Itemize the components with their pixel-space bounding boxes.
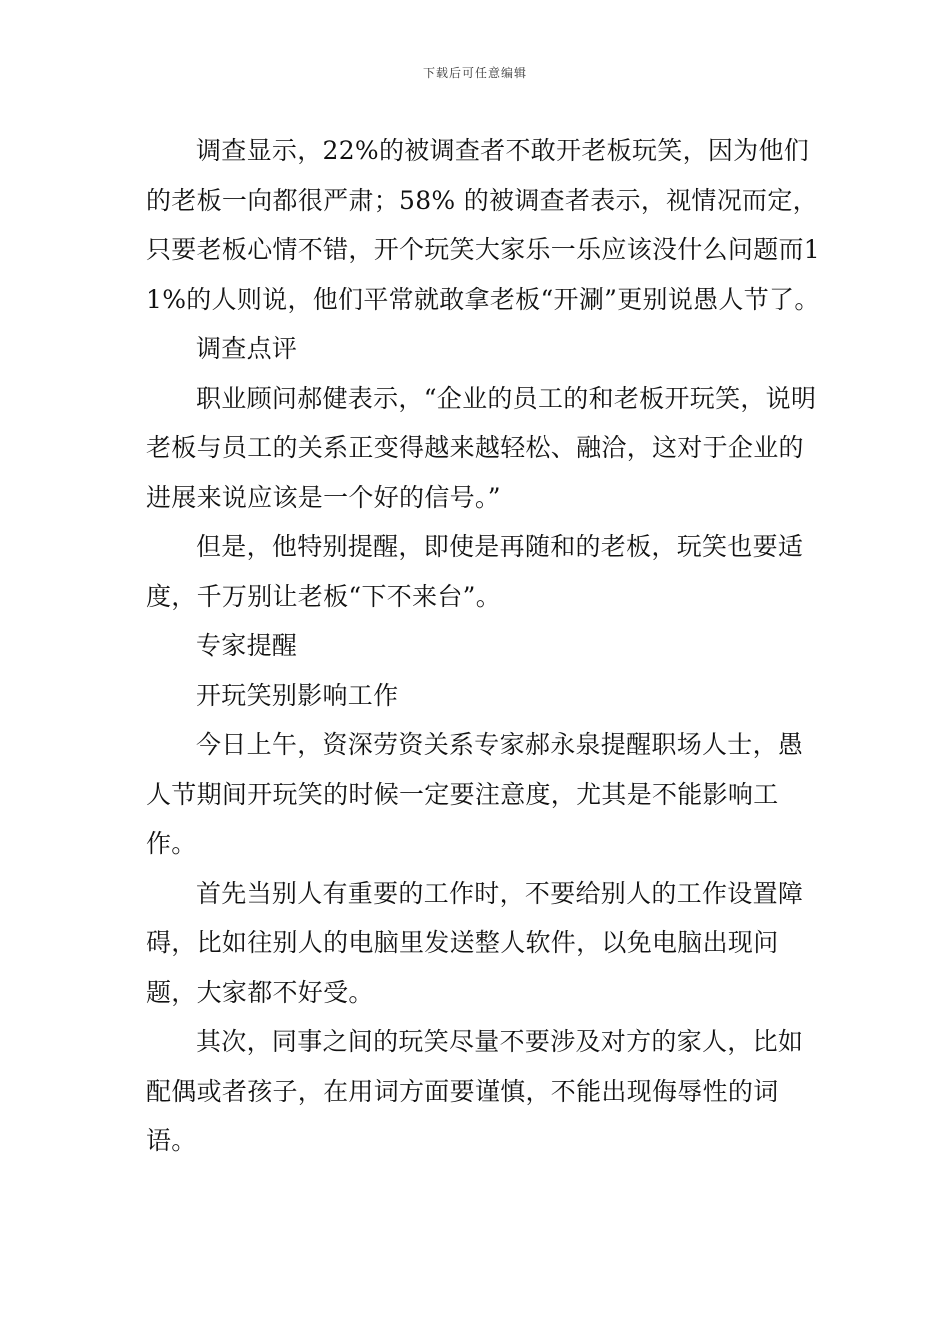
paragraph-expert-advice: 今日上午，资深劳资关系专家郝永泉提醒职场人士，愚人节期间开玩笑的时候一定要注意度，尤其是不能影响工作。: [146, 730, 804, 858]
heading-survey-review: 调查点评: [196, 334, 298, 363]
paragraph-survey-results: 调查显示，22%的被调查者不敢开老板玩笑，因为他们的老板一向都很严肃；58% 的被调查者表示，视情况而定，只要老板心情不错，开个玩笑大家乐一乐应该没什么问题而11%的人则说，他们平常就敢拿老板“开涮”更别说愚人节了。: [146, 136, 821, 314]
heading-expert-reminder: 专家提醒: [196, 631, 298, 660]
paragraph-consultant-quote: 职业顾问郝健表示，“企业的员工的和老板开玩笑，说明老板与员工的关系正变得越来越轻松、融洽，这对于企业的进展来说应该是一个好的信号。”: [146, 383, 817, 512]
paragraph-reminder: 但是，他特别提醒，即使是再随和的老板，玩笑也要适度，千万别让老板“下不来台”。: [146, 532, 804, 611]
paragraph-first-point: 首先当别人有重要的工作时，不要给别人的工作设置障碍，比如往别人的电脑里发送整人软件，以免电脑出现问题，大家都不好受。: [146, 878, 804, 1007]
paragraph-second-point: 其次，同事之间的玩笑尽量不要涉及对方的家人，比如配偶或者孩子，在用词方面要谨慎，不能出现侮辱性的词语。: [146, 1027, 804, 1155]
document-body: [146, 126, 826, 1166]
heading-dont-affect-work: 开玩笑别影响工作: [196, 680, 399, 710]
page-header: 下载后可任意编辑: [422, 66, 527, 80]
